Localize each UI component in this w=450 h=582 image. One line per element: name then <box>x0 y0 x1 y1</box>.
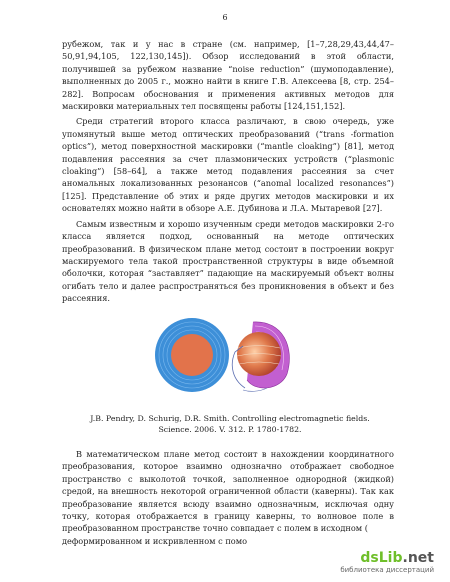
figure-caption: J.B. Pendry, D. Schurig, D.R. Smith. Controlling electromagnetic fields. Science. 2006. V. 312. P. 1780-1782. <box>90 414 370 434</box>
body-text-bottom <box>62 448 394 547</box>
cloaking-figure-svg <box>155 318 295 393</box>
cloak-cross-section <box>155 318 229 392</box>
dslib-logo: dsLib.net <box>360 550 434 566</box>
paragraph-2: Среди стратегий второго класса различают, в свою очередь, уже упомянутый выше метод оптических преобразований (“trans -formation optics”), метод поверхностной маскировки (“mantle cloaking”) [81], метод подавления рассеяния за счет плазмонических устройств (“plasmonic cloaking”) [58–64], а также метод подавления рассеяния за счет аномальных локализованных резонансов (“anomal localized resonances”) [125]. Представление об этих и ряде других методов маскировки и их основателях можно найти в обзоре А.Е. Дубинова и Л.А. Мытаревой [27]. <box>62 116 394 214</box>
dslib-watermark[interactable] <box>340 551 434 574</box>
cloaked-sphere <box>237 332 281 376</box>
cloak-core <box>171 334 213 376</box>
paragraph-4-last-line: деформированном и искривленном с помо <box>62 535 248 546</box>
cloaking-figure <box>155 318 295 393</box>
paragraph-3: Самым известным и хорошо изученным среди методов маскировки 2-го класса является подход, основанный на методе оптических преобразований. В физическом плане метод состоит в построении вокруг маскируемого тела такой пространственной структуры в виде объемной оболочки, которая “заставляет” падающие на маскируемый объект волны огибать тело и далее распространяться без проникновения в объект и без рассеяния. <box>62 218 394 304</box>
paragraph-4: В математическом плане метод состоит в нахождении координатного преобразования, которое взаимно однозначно отображает свободное пространство с выколотой точкой, заполненное однородной (жидкой) средой, на внешность некоторой ограниченной области (каверны). Так как преобразование является всюду взаимно однозначным, исключая одну точку, которая отображается в границу каверны, то волновое поле в преобразованном пространстве точно совпадает с полем в исходном ( <box>62 449 394 534</box>
dslib-subtitle: библиотека диссертаций <box>340 566 434 574</box>
paragraph-1: рубежом, так и у нас в стране (см. например, [1–7,28,29,43,44,47–50,91,94,105, 122,130,145]). Обзор исследований в этой области, получившей за рубежом название “noise reduction” (шумоподавление), выполненных до 2005 г., можно найти в книге Г.В. Алексеева [8, стр. 254–282]. Вопросам обоснования и применения активных методов для маскировки материальных тел посвящены работы [124,151,152]. <box>62 39 394 112</box>
cloak-3d-render <box>232 322 289 391</box>
body-text-top <box>62 38 394 305</box>
page-number: 6 <box>222 13 228 22</box>
